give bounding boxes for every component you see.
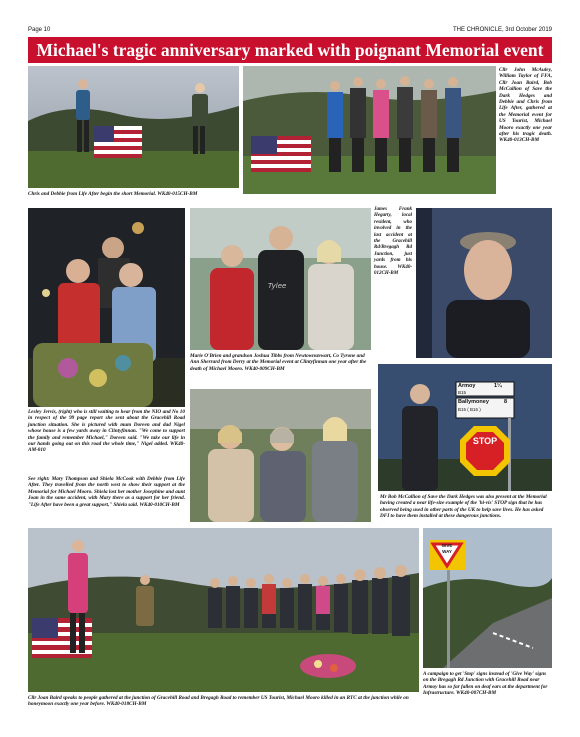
give-way-sign-give: GIVE bbox=[441, 543, 453, 548]
photo-jervis-family bbox=[28, 208, 185, 407]
sign-armoy: Armoy bbox=[458, 383, 476, 389]
caption-chris-debbie: Chris and Debbie from Life After begin the short Memorial. WK40-015CH-BM bbox=[28, 191, 198, 197]
sign-ballymoney-road: B15 ( B16 ) bbox=[458, 407, 481, 412]
photo-thompson-mccook bbox=[190, 389, 371, 522]
give-way-sign-way: WAY bbox=[442, 549, 452, 554]
caption-group-memorial: Cllr John McAuley, William Taylor of FFA, Cllr Joan Baird, Bob McCallion of Save the Dark Hedges and Debbie and Chris from Life After, gathered at the Memorial event for US Tourist, Michael Mooro exactly one year after his tragic death. WK40-013CH-BM bbox=[499, 67, 552, 144]
photo-group-memorial bbox=[243, 66, 496, 194]
sign-armoy-distance: 1¼ bbox=[494, 383, 502, 389]
svg-text:Tylee: Tylee bbox=[268, 282, 287, 290]
sign-armoy-road: B15 bbox=[458, 390, 467, 395]
caption-lesley-jervis: Lesley Jervis, (right) who is still waiting to hear from the NIO and No 10 in respect of the 99 page report she sent about the Gracehill Road junction situation. She is pictured with mum Doreen and dad Nigel whose house is a few yards away in Clintyfinnan. "We come to support the family and remember Michael," Doreen said. "We take our life in our hands going out on this road the whole time," Nigel added. WK40-AM-010 bbox=[28, 409, 185, 454]
publication-date: THE CHRONICLE, 3rd October 2019 bbox=[452, 27, 552, 33]
photo-chris-debbie bbox=[28, 66, 239, 188]
photo-james-hegarty bbox=[416, 208, 552, 358]
sign-ballymoney-distance: 8 bbox=[504, 399, 508, 405]
caption-campaign: A campaign to get 'Stop' signs instead of 'Give Way' signs on the Bregagh Rd Junction with Gracehill Road near Armoy has so far fallen on deaf ears at the department for Infrastructure. WK40-007CH-BM bbox=[423, 671, 548, 697]
caption-bob-mccallion: Mr Bob McCallion of Save the Dark Hedges was also present at the Memorial having created a near life-size example of the 'hi-vis' STOP sign that he has observed being used in other parts of the UK to help save lives. He has asked DFI to have them installed at these dangerous junctions. bbox=[380, 494, 547, 520]
stop-sign-text: STOP bbox=[472, 436, 498, 446]
caption-hegarty: James Frank Hegarty, local resident, who involved in the last accident at the Gracehill Rd/Bregagh Rd Junction, just yards from his house. WK40-012CH-BM bbox=[374, 207, 412, 277]
page-number: Page 10 bbox=[28, 27, 51, 33]
sign-ballymoney: Ballymoney bbox=[458, 399, 489, 405]
caption-obrien-tibbs-sherrard: Marie O'Brien and grandson Joshua Tibbs from Newtownstewart, Co Tyrone and Ann Sherrard from Derry at the Memorial event at Clintyfinnan one year after the death of Michael Mooro. WK40-009CH-BM bbox=[190, 353, 367, 372]
photo-obrien-tibbs-sherrard bbox=[190, 208, 371, 350]
headline: Michael's tragic anniversary marked with poignant Memorial event bbox=[28, 37, 552, 63]
photo-crowd-gathering bbox=[28, 528, 419, 692]
caption-crowd-gathering: Cllr Joan Baird speaks to people gathered at the junction of Gracehill Road and Bregagh Road to remember US Tourist, Michael Mooro killed in an RTC at the junction while on honeymoon exactly one year before. WK40-018CH-BM bbox=[28, 695, 409, 708]
caption-thompson-mccook: See right: Mary Thompson and Shiela McCook with Debbie from Life After. They travelled from the north west to show their support at the Memorial for Michael Mooro. Shiela lost her mother Josephine and aunt Joan in the same accident, with Mary there as a support for her friend. "Life After have been a great support," Shiela said. WK40-010CH-BM bbox=[28, 476, 185, 508]
